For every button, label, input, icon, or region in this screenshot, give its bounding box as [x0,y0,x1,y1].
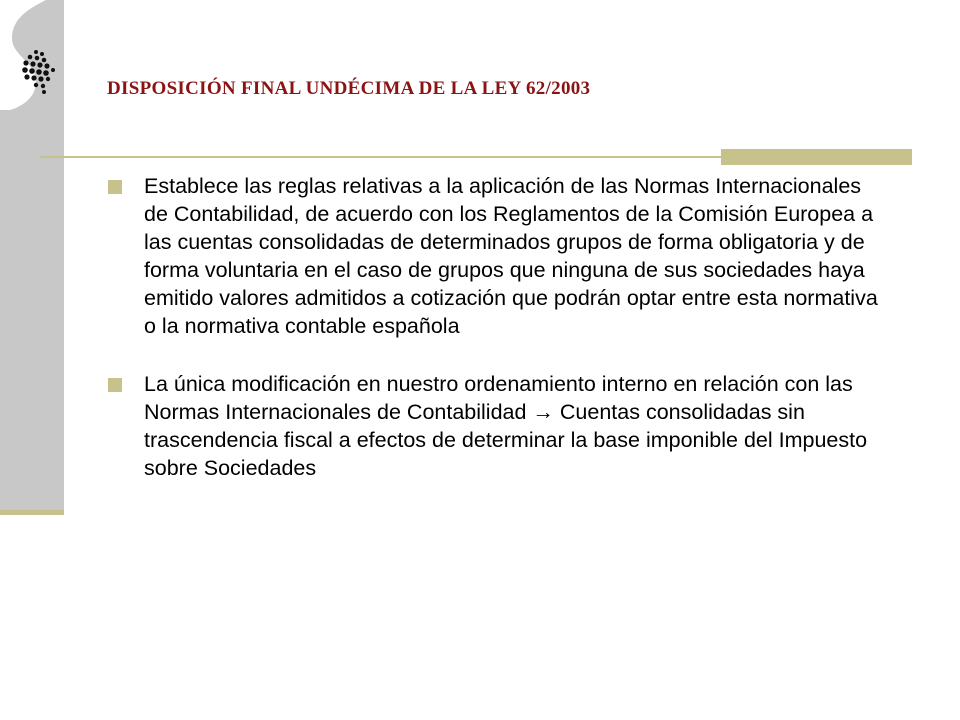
slide-content [108,172,878,512]
right-arrow-icon: → [532,400,554,424]
square-bullet-icon [108,180,122,194]
bullet-text [144,370,878,482]
bullet-item-2 [108,370,878,482]
dotted-s-logo-icon [0,0,70,110]
bullet-text-part: Cuentas consolidadas sin trascendencia fiscal a efectos de determinar la base imponible del Impuesto sobre Sociedades [144,400,868,480]
sidebar-bottom-rule [0,510,64,515]
title-divider-block [721,149,912,165]
bullet-item-1 [108,172,878,340]
bullet-text: Establece las reglas relativas a la aplicación de las Normas Internacionales de Contabilidad, de acuerdo con los Reglamentos de la Comisión Europea a las cuentas consolidadas de determinados grupos de forma obligatoria y de forma voluntaria en el caso de grupos que ninguna de sus sociedades haya emitido valores admitidos a cotización que podrán optar entre esta normativa o la normativa contable española [144,174,878,338]
slide-title: DISPOSICIÓN FINAL UNDÉCIMA DE LA LEY 62/2003 [107,78,591,99]
square-bullet-icon [108,378,122,392]
bullet-text-part: La única modificación en nuestro ordenamiento interno en relación con las Normas Internacionales de Contabilidad [144,372,853,424]
